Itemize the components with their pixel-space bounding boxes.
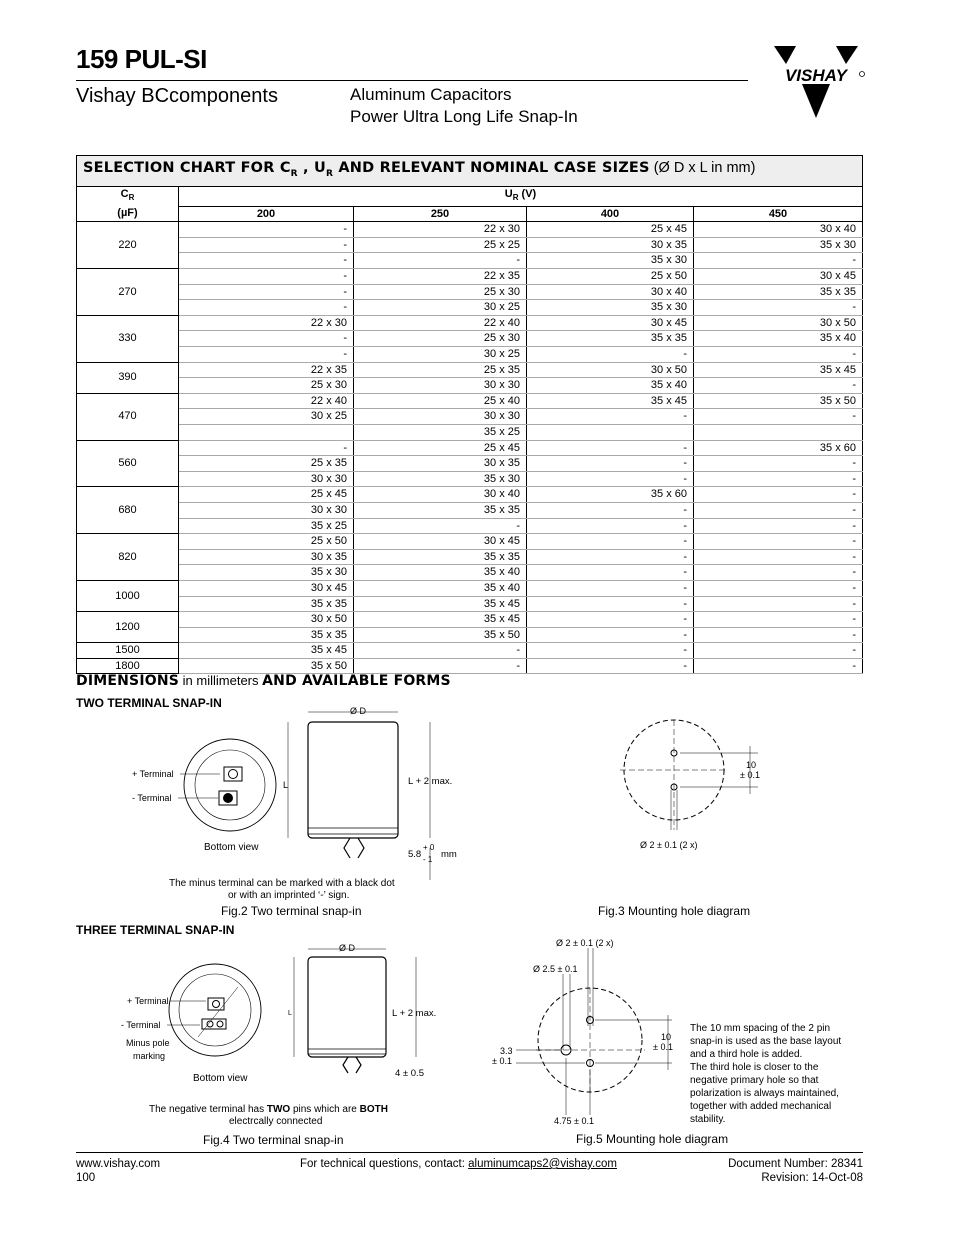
case-size-cell: -: [527, 471, 694, 487]
fig4-length-label: L: [288, 1010, 292, 1017]
case-size-cell: 22 x 40: [179, 393, 354, 409]
fig4-length-max-label: L + 2 max.: [392, 1008, 437, 1019]
case-size-cell: 25 x 30: [354, 331, 527, 347]
case-size-cell: -: [694, 549, 863, 565]
fig3-spacing: 10: [746, 760, 757, 770]
case-size-cell: 30 x 50: [179, 612, 354, 628]
case-size-cell: 35 x 35: [179, 596, 354, 612]
case-size-cell: 35 x 35: [354, 502, 527, 518]
capacitance-cell: 1500: [77, 643, 179, 659]
table-row: [77, 643, 863, 659]
fig4-minus-pole-line1: Minus pole: [126, 1038, 170, 1048]
case-size-cell: -: [694, 253, 863, 269]
case-size-cell: -: [354, 643, 527, 659]
fig5-offset-v: 3.3: [500, 1046, 513, 1056]
case-size-cell: -: [179, 347, 354, 363]
case-size-cell: 30 x 40: [354, 487, 527, 503]
voltage-header: 200: [179, 206, 354, 222]
case-size-cell: -: [694, 487, 863, 503]
case-size-cell: 35 x 30: [354, 471, 527, 487]
table-row: [77, 378, 863, 394]
case-size-cell: 30 x 30: [354, 378, 527, 394]
case-size-cell: -: [179, 253, 354, 269]
capacitance-cell: 390: [77, 362, 179, 393]
company-name: Vishay BCcomponents: [76, 85, 278, 107]
fig2-plus-terminal-label: + Terminal: [132, 769, 174, 779]
case-size-cell: -: [694, 596, 863, 612]
table-row: [77, 393, 863, 409]
case-size-cell: 30 x 35: [527, 237, 694, 253]
case-size-cell: 35 x 45: [527, 393, 694, 409]
fig5-spacing-tol: ± 0.1: [653, 1042, 673, 1052]
table-row: [77, 237, 863, 253]
case-size-cell: 25 x 45: [527, 222, 694, 238]
case-size-cell: 25 x 50: [179, 534, 354, 550]
capacitance-cell: 1800: [77, 658, 179, 674]
fig4-three-terminal-drawing: [110, 935, 470, 1135]
fig4-caption: Fig.4 Two terminal snap-in: [203, 1133, 344, 1147]
case-size-cell: -: [694, 612, 863, 628]
table-row: [77, 424, 863, 440]
capacitance-cell: 820: [77, 534, 179, 581]
case-size-cell: -: [694, 627, 863, 643]
case-size-cell: -: [694, 300, 863, 316]
case-size-cell: 35 x 25: [354, 424, 527, 440]
case-size-cell: 35 x 30: [527, 300, 694, 316]
case-size-cell: -: [527, 565, 694, 581]
table-row: [77, 487, 863, 503]
case-size-cell: 30 x 25: [179, 409, 354, 425]
case-size-cell: -: [179, 440, 354, 456]
fig4-plus-terminal-label: + Terminal: [127, 996, 169, 1006]
product-series: Power Ultra Long Life Snap-In: [350, 107, 578, 126]
case-size-cell: 22 x 30: [354, 222, 527, 238]
dimensions-heading: DIMENSIONS in millimeters AND AVAILABLE FORMS: [76, 673, 451, 689]
fig5-hole-small: Ø 2 ± 0.1 (2 x): [556, 938, 614, 948]
case-size-cell: 35 x 25: [179, 518, 354, 534]
case-size-cell: [179, 424, 354, 440]
table-row: [77, 284, 863, 300]
case-size-cell: -: [354, 658, 527, 674]
case-size-cell: -: [527, 549, 694, 565]
table-row: [77, 440, 863, 456]
case-size-cell: 30 x 35: [179, 549, 354, 565]
case-size-cell: 35 x 60: [694, 440, 863, 456]
fig5-description: The 10 mm spacing of the 2 pin snap-in is used as the base layout and a third hole is added. The third hole is closer to the negative primary hole so that polarization is always maintained, together with added mechanical stability.: [690, 1023, 842, 1125]
table-row: [77, 222, 863, 238]
case-size-cell: -: [354, 253, 527, 269]
case-size-cell: -: [527, 643, 694, 659]
cr-column-header: $C_R$ (µF): [77, 186, 179, 221]
case-size-cell: 35 x 35: [527, 331, 694, 347]
fig3-hole-label: Ø 2 ± 0.1 (2 x): [640, 840, 698, 850]
fig2-minus-terminal-label: - Terminal: [132, 793, 172, 803]
case-size-cell: -: [527, 456, 694, 472]
footer-revision: Revision: 14-Oct-08: [761, 1172, 863, 1184]
case-size-cell: 30 x 30: [354, 409, 527, 425]
capacitance-cell: 270: [77, 269, 179, 316]
case-size-cell: 22 x 40: [354, 315, 527, 331]
footer-contact-email[interactable]: aluminumcaps2@vishay.com: [468, 1158, 618, 1170]
case-size-cell: -: [527, 502, 694, 518]
fig3-mounting-hole-drawing: [600, 710, 780, 860]
table-row: [77, 456, 863, 472]
table-row: [77, 315, 863, 331]
capacitance-cell: 560: [77, 440, 179, 487]
voltage-header: 450: [694, 206, 863, 222]
table-row: [77, 518, 863, 534]
case-size-cell: 30 x 30: [179, 471, 354, 487]
selection-chart-title: SELECTION CHART FOR $C_R$ , $U_R$ AND RELEVANT NOMINAL CASE SIZES (Ø D x L in mm): [77, 156, 863, 187]
case-size-cell: 25 x 45: [179, 487, 354, 503]
case-size-cell: 30 x 45: [527, 315, 694, 331]
fig4-minus-pole-line2: marking: [133, 1051, 166, 1061]
case-size-cell: 35 x 45: [179, 643, 354, 659]
case-size-cell: 35 x 50: [179, 658, 354, 674]
voltage-header: 400: [527, 206, 694, 222]
fig4-diameter-label: Ø D: [339, 943, 356, 953]
case-size-cell: -: [694, 643, 863, 659]
table-row: [77, 580, 863, 596]
case-size-cell: 30 x 50: [694, 315, 863, 331]
footer-website[interactable]: www.vishay.com: [76, 1158, 161, 1170]
case-size-cell: 25 x 25: [354, 237, 527, 253]
vishay-logo: [766, 44, 866, 120]
table-row: [77, 612, 863, 628]
case-size-cell: -: [694, 565, 863, 581]
fig3-caption: Fig.3 Mounting hole diagram: [598, 904, 751, 918]
case-size-cell: -: [694, 658, 863, 674]
table-row: [77, 565, 863, 581]
capacitance-cell: 330: [77, 315, 179, 362]
case-size-cell: -: [179, 284, 354, 300]
case-size-cell: -: [179, 269, 354, 285]
fig2-length-label: L: [283, 780, 289, 790]
table-row: [77, 627, 863, 643]
case-size-cell: -: [527, 658, 694, 674]
case-size-cell: -: [527, 409, 694, 425]
case-size-cell: 25 x 50: [527, 269, 694, 285]
three-terminal-heading: THREE TERMINAL SNAP-IN: [76, 923, 235, 937]
case-size-cell: 30 x 45: [694, 269, 863, 285]
case-size-cell: [527, 424, 694, 440]
fig5-caption: Fig.5 Mounting hole diagram: [576, 1132, 729, 1146]
case-size-cell: -: [527, 518, 694, 534]
fig2-pin-tol-plus: + 0: [423, 843, 435, 852]
case-size-cell: 30 x 45: [354, 534, 527, 550]
selection-chart-body: [77, 222, 863, 674]
case-size-cell: 25 x 35: [354, 362, 527, 378]
fig5-offset-v-tol: ± 0.1: [492, 1056, 512, 1066]
case-size-cell: 25 x 45: [354, 440, 527, 456]
table-row: [77, 362, 863, 378]
case-size-cell: 35 x 50: [354, 627, 527, 643]
fig2-two-terminal-drawing: [110, 700, 480, 920]
case-size-cell: -: [527, 347, 694, 363]
capacitance-cell: 220: [77, 222, 179, 269]
fig2-pin-tol-minus: - 1: [423, 855, 433, 864]
case-size-cell: 35 x 60: [527, 487, 694, 503]
case-size-cell: -: [179, 237, 354, 253]
case-size-cell: 22 x 30: [179, 315, 354, 331]
page-title: 159 PUL-SI: [76, 44, 207, 74]
case-size-cell: 22 x 35: [354, 269, 527, 285]
capacitance-cell: 680: [77, 487, 179, 534]
case-size-cell: 35 x 30: [527, 253, 694, 269]
fig4-minus-terminal-label: - Terminal: [121, 1020, 161, 1030]
table-row: [77, 502, 863, 518]
table-row: [77, 549, 863, 565]
case-size-cell: 35 x 40: [354, 565, 527, 581]
fig2-note-line1: The minus terminal can be marked with a black dot: [169, 878, 395, 889]
fig4-note-line2: electrcally connected: [229, 1116, 323, 1127]
case-size-cell: -: [694, 471, 863, 487]
case-size-cell: 30 x 45: [179, 580, 354, 596]
case-size-cell: -: [179, 222, 354, 238]
fig2-bottom-view-label: Bottom view: [204, 842, 259, 853]
selection-chart-table: [76, 155, 863, 674]
table-row: [77, 269, 863, 285]
fig2-diameter-label: Ø D: [350, 706, 367, 716]
two-terminal-heading: TWO TERMINAL SNAP-IN: [76, 696, 222, 710]
case-size-cell: -: [527, 596, 694, 612]
case-size-cell: 22 x 35: [179, 362, 354, 378]
case-size-cell: 35 x 45: [694, 362, 863, 378]
case-size-cell: 30 x 40: [527, 284, 694, 300]
fig4-note-line1: The negative terminal has TWO pins which are BOTH: [149, 1104, 388, 1115]
fig5-offset-h: 4.75 ± 0.1: [554, 1116, 594, 1126]
case-size-cell: 35 x 40: [354, 580, 527, 596]
case-size-cell: 35 x 30: [179, 565, 354, 581]
case-size-cell: 35 x 50: [694, 393, 863, 409]
case-size-cell: 35 x 30: [694, 237, 863, 253]
case-size-cell: -: [527, 627, 694, 643]
case-size-cell: 35 x 35: [354, 549, 527, 565]
case-size-cell: 30 x 35: [354, 456, 527, 472]
case-size-cell: -: [354, 518, 527, 534]
capacitance-cell: 1200: [77, 612, 179, 643]
case-size-cell: -: [694, 580, 863, 596]
logo-text: VISHAY: [784, 66, 848, 85]
fig5-mounting-hole-drawing: [490, 930, 690, 1130]
case-size-cell: [694, 424, 863, 440]
case-size-cell: -: [527, 580, 694, 596]
case-size-cell: 25 x 30: [179, 378, 354, 394]
case-size-cell: 35 x 35: [694, 284, 863, 300]
fig2-pin-length: 5.8: [408, 849, 422, 860]
footer-contact: For technical questions, contact: aluminumcaps2@vishay.com: [300, 1158, 618, 1170]
fig2-note-line2: or with an imprinted ‘-’ sign.: [228, 890, 350, 901]
table-row: [77, 596, 863, 612]
table-row: [77, 409, 863, 425]
case-size-cell: -: [694, 409, 863, 425]
footer-rule: [76, 1152, 863, 1153]
fig2-length-max-label: L + 2 max.: [408, 776, 453, 787]
case-size-cell: -: [179, 331, 354, 347]
fig4-bottom-view-label: Bottom view: [193, 1073, 248, 1084]
fig2-pin-unit: mm: [441, 849, 457, 860]
fig2-caption: Fig.2 Two terminal snap-in: [221, 904, 362, 918]
case-size-cell: -: [179, 300, 354, 316]
fig3-spacing-tol: ± 0.1: [740, 770, 760, 780]
case-size-cell: 30 x 40: [694, 222, 863, 238]
capacitance-cell: 470: [77, 393, 179, 440]
case-size-cell: 35 x 45: [354, 596, 527, 612]
case-size-cell: -: [527, 612, 694, 628]
case-size-cell: 30 x 25: [354, 347, 527, 363]
case-size-cell: -: [694, 502, 863, 518]
case-size-cell: -: [694, 534, 863, 550]
capacitance-cell: 1000: [77, 580, 179, 611]
case-size-cell: -: [694, 456, 863, 472]
table-row: [77, 331, 863, 347]
fig5-hole-large: Ø 2.5 ± 0.1: [533, 964, 578, 974]
case-size-cell: 35 x 40: [527, 378, 694, 394]
fig5-spacing: 10: [661, 1032, 672, 1042]
case-size-cell: -: [527, 440, 694, 456]
case-size-cell: -: [694, 378, 863, 394]
table-row: [77, 347, 863, 363]
footer-page-number: 100: [76, 1172, 96, 1184]
footer-doc-number: Document Number: 28341: [728, 1158, 863, 1170]
case-size-cell: -: [527, 534, 694, 550]
ur-column-header: $U_R$ (V): [179, 186, 863, 206]
case-size-cell: 35 x 40: [694, 331, 863, 347]
case-size-cell: -: [694, 347, 863, 363]
case-size-cell: 25 x 35: [179, 456, 354, 472]
case-size-cell: 25 x 30: [354, 284, 527, 300]
case-size-cell: 30 x 50: [527, 362, 694, 378]
case-size-cell: 35 x 35: [179, 627, 354, 643]
fig4-pin-length: 4 ± 0.5: [395, 1068, 424, 1079]
case-size-cell: 35 x 45: [354, 612, 527, 628]
case-size-cell: 30 x 25: [354, 300, 527, 316]
table-row: [77, 253, 863, 269]
header-rule: [76, 80, 748, 81]
table-row: [77, 300, 863, 316]
table-row: [77, 534, 863, 550]
table-row: [77, 471, 863, 487]
voltage-header: 250: [354, 206, 527, 222]
case-size-cell: -: [694, 518, 863, 534]
case-size-cell: 30 x 30: [179, 502, 354, 518]
product-category: Aluminum Capacitors: [350, 85, 512, 104]
case-size-cell: 25 x 40: [354, 393, 527, 409]
